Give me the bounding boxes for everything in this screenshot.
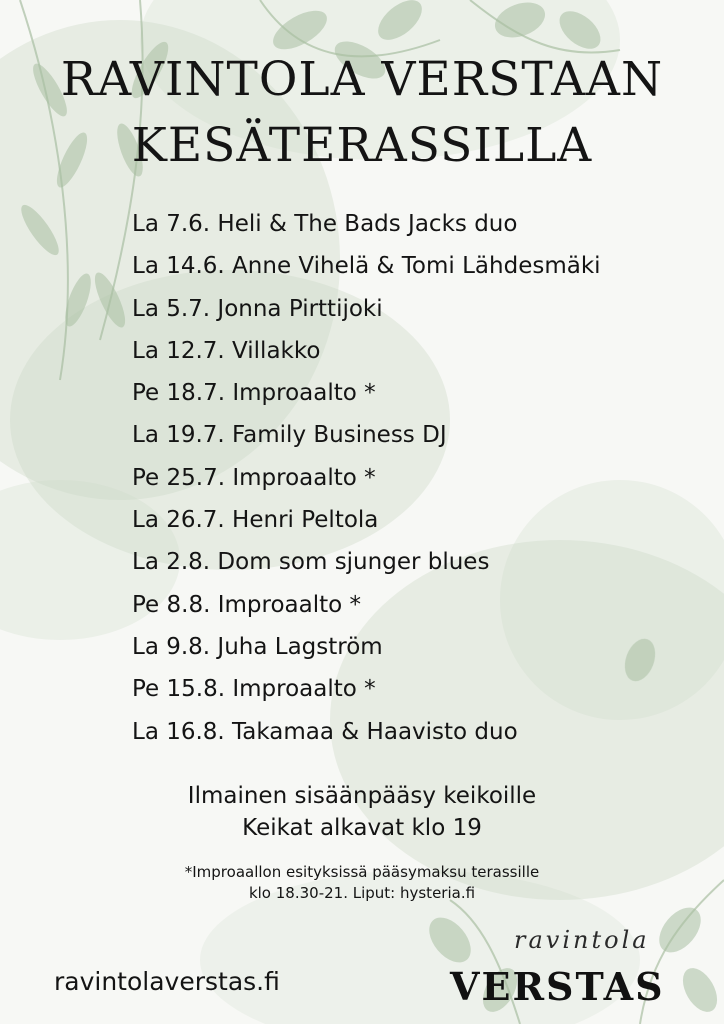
website-url: ravintolaverstas.fi <box>54 967 280 996</box>
verstas-logo <box>444 920 684 1010</box>
event-item: La 12.7. Villakko <box>132 337 321 364</box>
event-item: Pe 15.8. Improaalto * <box>132 676 376 703</box>
event-item: La 9.8. Juha Lagström <box>132 633 383 660</box>
event-item: La 7.6. Heli & The Bads Jacks duo <box>132 211 518 237</box>
free-entry-text: Ilmainen sisäänpääsy keikoille <box>187 783 537 809</box>
event-item: Pe 18.7. Improaalto * <box>132 380 376 407</box>
event-item: La 14.6. Anne Vihelä & Tomi Lähdesmäki <box>132 253 601 280</box>
event-item: La 2.8. Dom som sjunger blues <box>132 549 490 576</box>
poster-title-line-1: RAVINTOLA VERSTAAN <box>60 52 664 107</box>
footnote-line-2: klo 18.30-21. Liput: hysteria.fi <box>248 884 476 902</box>
poster-title-line-2: KESÄTERASSILLA <box>131 118 593 173</box>
event-item: La 5.7. Jonna Pirttijoki <box>132 295 383 322</box>
event-list <box>132 203 601 753</box>
event-item: Pe 8.8. Improaalto * <box>132 591 362 618</box>
logo-main-text: VERSTAS <box>450 964 665 1009</box>
event-item: Pe 25.7. Improaalto * <box>132 464 376 491</box>
footnote-line-1: *Improaallon esityksissä pääsymaksu terassille <box>184 863 540 881</box>
event-item: La 26.7. Henri Peltola <box>132 507 379 534</box>
event-item: La 16.8. Takamaa & Haavisto duo <box>132 718 518 745</box>
start-time-text: Keikat alkavat klo 19 <box>242 815 482 841</box>
event-item: La 19.7. Family Business DJ <box>132 422 447 449</box>
logo-script-text: ravintola <box>514 926 650 954</box>
